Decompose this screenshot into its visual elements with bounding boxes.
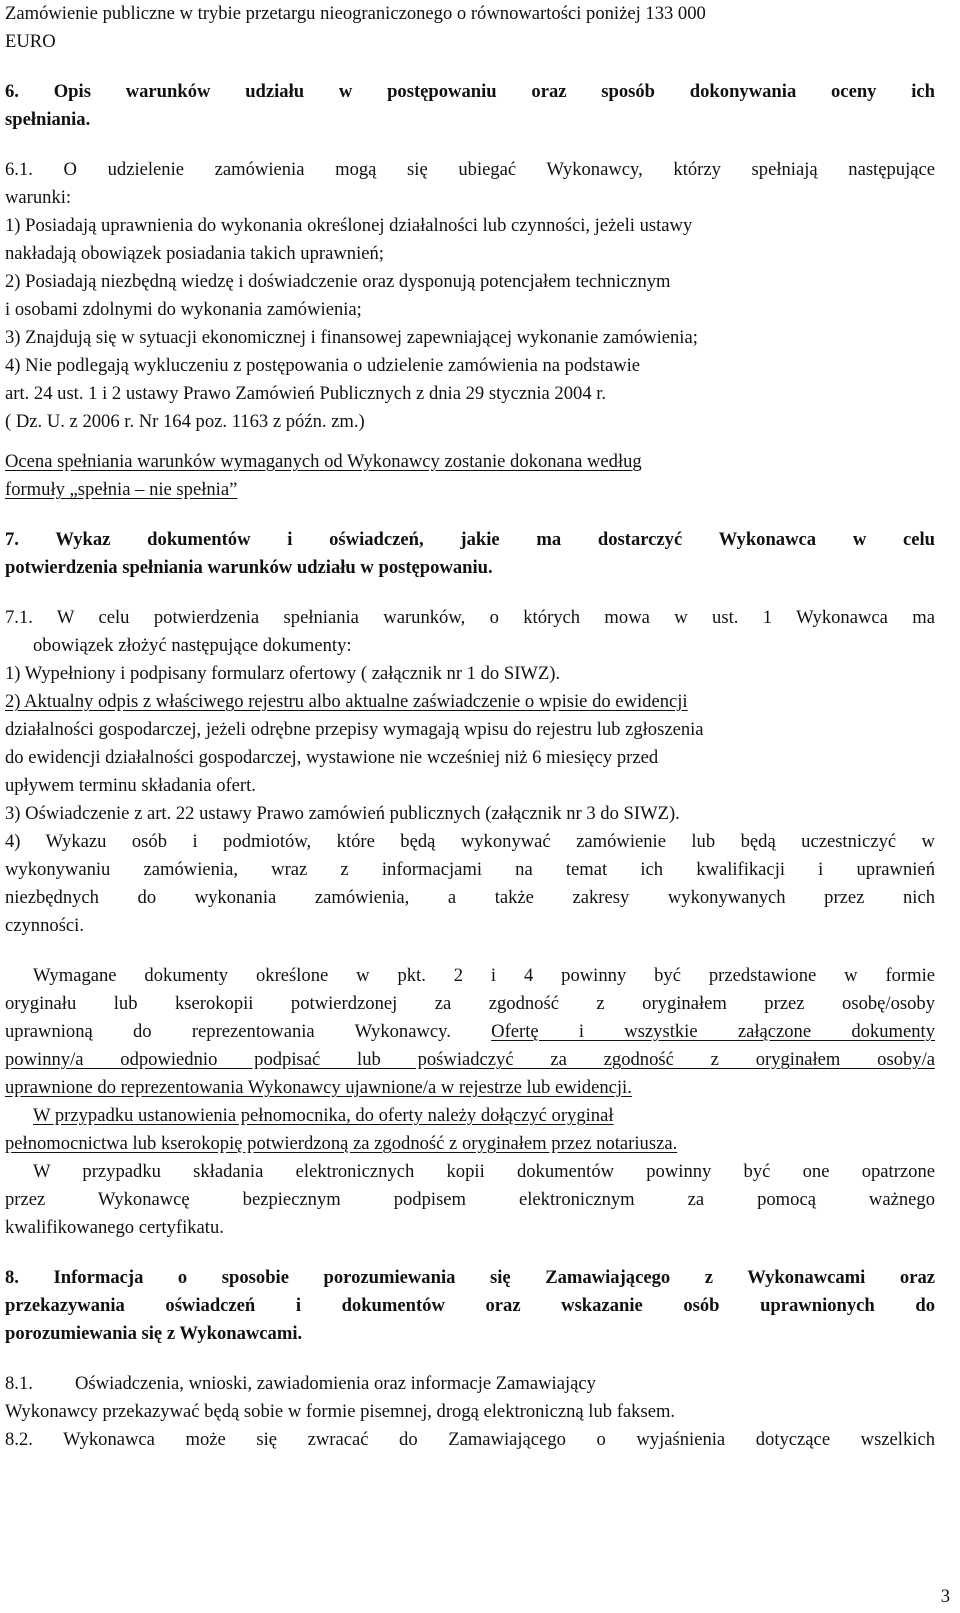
paragraph-line: W przypadku składania elektronicznych kopii dokumentów powinny być one opatrzone bbox=[33, 1161, 935, 1182]
section-8-title bbox=[5, 1264, 935, 1348]
paragraph-line: warunki: bbox=[5, 187, 72, 208]
underlined-text: 2) Aktualny odpis z właściwego rejestru albo aktualne zaświadczenie o wpisie do ewidencji bbox=[5, 691, 688, 712]
paragraph-line: 6.1. O udzielenie zamówienia mogą się ubiegać Wykonawcy, którzy spełniają następujące bbox=[5, 159, 935, 180]
clause-number: 8.1. bbox=[5, 1373, 33, 1394]
paragraph-text: Oświadczenia, wnioski, zawiadomienia oraz informacje Zamawiający bbox=[75, 1373, 596, 1394]
paragraph-line: do ewidencji działalności gospodarczej, wystawione nie wcześniej niż 6 miesięcy przed bbox=[5, 747, 659, 768]
paragraph-line: art. 24 ust. 1 i 2 ustawy Prawo Zamówień Publicznych z dnia 29 stycznia 2004 r. bbox=[5, 383, 607, 404]
header-line: Zamówienie publiczne w trybie przetargu nieograniczonego o równowartości poniżej 133 000 bbox=[5, 3, 706, 24]
heading-line: porozumiewania się z Wykonawcami. bbox=[5, 1323, 303, 1344]
section-8-2 bbox=[5, 1426, 935, 1454]
paragraph-line: przez Wykonawcę bezpiecznym podpisem elektronicznym za pomocą ważnego bbox=[5, 1189, 935, 1210]
paragraph-line bbox=[5, 1018, 935, 1046]
paragraph-text: uprawnioną do reprezentowania Wykonawcy. bbox=[5, 1021, 451, 1042]
paragraph-line: Wykonawcy przekazywać będą sobie w formie pisemnej, drogą elektroniczną lub faksem. bbox=[5, 1401, 676, 1422]
section-8-1 bbox=[5, 1370, 935, 1426]
paragraph-line: kwalifikowanego certyfikatu. bbox=[5, 1217, 224, 1238]
header-line: EURO bbox=[5, 31, 56, 52]
evaluation-formula-note bbox=[5, 448, 935, 504]
paragraph-line: 7.1. W celu potwierdzenia spełniania warunków, o których mowa w ust. 1 Wykonawca ma bbox=[5, 607, 935, 628]
underlined-text: uprawnione do reprezentowania Wykonawcy ujawnione/a w rejestrze lub ewidencji. bbox=[5, 1077, 632, 1098]
document-page bbox=[5, 0, 935, 1454]
paragraph-line bbox=[5, 1370, 935, 1398]
section-6-title bbox=[5, 78, 935, 134]
section-6-1 bbox=[5, 156, 935, 436]
heading-line: potwierdzenia spełniania warunków udziału w postępowaniu. bbox=[5, 557, 493, 578]
underlined-text: powinny/a odpowiednio podpisać lub poświadczyć za zgodność z oryginałem osoby/a bbox=[5, 1049, 935, 1070]
paragraph-line: 1) Posiadają uprawnienia do wykonania określonej działalności lub czynności, jeżeli ustawy bbox=[5, 215, 693, 236]
paragraph-line: 2) Posiadają niezbędną wiedzę i doświadczenie oraz dysponują potencjałem technicznym bbox=[5, 271, 671, 292]
paragraph-line: obowiązek złożyć następujące dokumenty: bbox=[33, 635, 352, 656]
section-7-title bbox=[5, 526, 935, 582]
paragraph-line: działalności gospodarczej, jeżeli odrębne przepisy wymagają wpisu do rejestru lub zgłoszenia bbox=[5, 719, 704, 740]
heading-line: przekazywania oświadczeń i dokumentów oraz wskazanie osób uprawnionych do bbox=[5, 1295, 935, 1316]
heading-line: spełniania. bbox=[5, 109, 91, 130]
paragraph-line: 3) Znajdują się w sytuacji ekonomicznej i finansowej zapewniającej wykonanie zamówienia; bbox=[5, 327, 698, 348]
page-number: 3 bbox=[940, 1586, 950, 1607]
underlined-text: pełnomocnictwa lub kserokopię potwierdzoną za zgodność z oryginałem przez notariusza. bbox=[5, 1133, 678, 1154]
underlined-text: Ofertę i wszystkie załączone dokumenty bbox=[491, 1021, 936, 1042]
paragraph-line: 8.2. Wykonawca może się zwracać do Zamawiającego o wyjaśnienia dotyczące wszelkich bbox=[5, 1429, 935, 1450]
underlined-text: W przypadku ustanowienia pełnomocnika, do oferty należy dołączyć oryginał bbox=[33, 1105, 614, 1126]
underlined-text: Ocena spełniania warunków wymaganych od Wykonawcy zostanie dokonana według bbox=[5, 451, 642, 472]
heading-line: 6. Opis warunków udziału w postępowaniu oraz sposób dokonywania oceny ich bbox=[5, 81, 935, 102]
document-header bbox=[5, 0, 935, 56]
list-item bbox=[5, 828, 935, 940]
heading-line: 7. Wykaz dokumentów i oświadczeń, jakie ma dostarczyć Wykonawca w celu bbox=[5, 529, 935, 550]
paragraph-line: oryginału lub kserokopii potwierdzonej za zgodność z oryginałem przez osobę/osoby bbox=[5, 993, 935, 1014]
paragraph-line: i osobami zdolnymi do wykonania zamówienia; bbox=[5, 299, 362, 320]
paragraph-line: nakładają obowiązek posiadania takich uprawnień; bbox=[5, 243, 384, 264]
list-item bbox=[5, 688, 935, 800]
underlined-text: formuły „spełnia – nie spełnia” bbox=[5, 479, 238, 500]
paragraph-line: 4) Wykazu osób i podmiotów, które będą wykonywać zamówienie lub będą uczestniczyć w bbox=[5, 831, 935, 852]
paragraph-line: niezbędnych do wykonania zamówienia, a także zakresy wykonywanych przez nich bbox=[5, 887, 935, 908]
required-documents-note bbox=[5, 962, 935, 1242]
list-item: 1) Wypełniony i podpisany formularz ofertowy ( załącznik nr 1 do SIWZ). bbox=[5, 663, 561, 684]
paragraph-line: czynności. bbox=[5, 915, 84, 936]
paragraph-line: Wymagane dokumenty określone w pkt. 2 i 4 powinny być przedstawione w formie bbox=[33, 965, 935, 986]
paragraph-line: upływem terminu składania ofert. bbox=[5, 775, 256, 796]
paragraph-line: wykonywaniu zamówienia, wraz z informacjami na temat ich kwalifikacji i uprawnień bbox=[5, 859, 935, 880]
heading-line: 8. Informacja o sposobie porozumiewania się Zamawiającego z Wykonawcami oraz bbox=[5, 1267, 935, 1288]
paragraph-line: ( Dz. U. z 2006 r. Nr 164 poz. 1163 z późn. zm.) bbox=[5, 411, 365, 432]
section-7-1 bbox=[5, 604, 935, 940]
paragraph-line: 4) Nie podlegają wykluczeniu z postępowania o udzielenie zamówienia na podstawie bbox=[5, 355, 641, 376]
list-item: 3) Oświadczenie z art. 22 ustawy Prawo zamówień publicznych (załącznik nr 3 do SIWZ). bbox=[5, 803, 680, 824]
